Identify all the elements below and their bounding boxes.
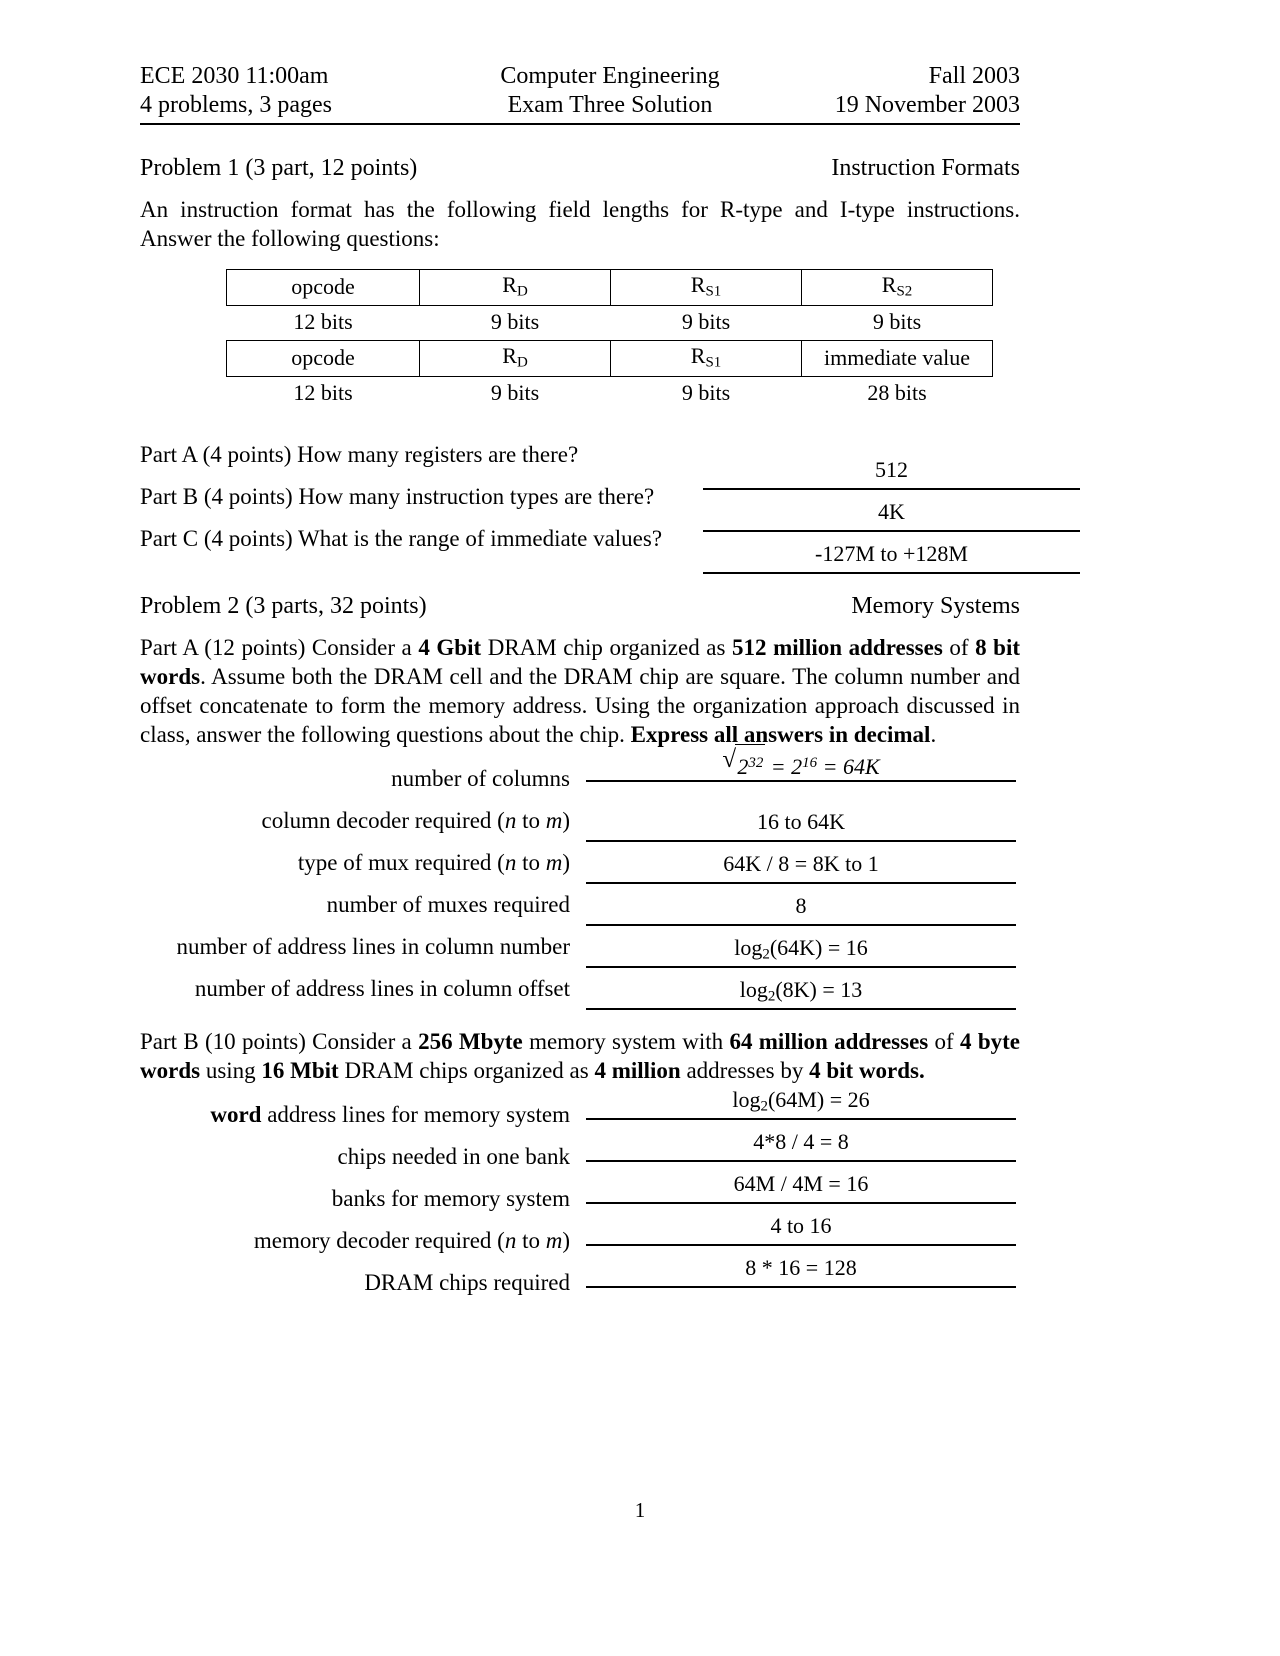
problem1-part-a [140,437,1020,482]
part-c-answer: -127M to +128M [703,539,1080,574]
parta-label-colnumlines: number of address lines in column number [176,933,570,959]
header-term: Fall 2003 [928,63,1020,89]
itype-bits-rs1: 9 bits [681,379,731,405]
part-a-question: Part A (4 points) How many registers are there? [140,441,579,467]
problem2-parta-intro: Part A (12 points) Consider a 4 Gbit DRAM chip organized as 512 million addresses of 8 bit words. Assume both the DRAM cell and the DRAM chip are square. The column number and offset concatenate to form the memory address. Using the organization approach discussed in class, answer the following questions about the chip. Express all answers in decimal. [140,634,1021,747]
rtype-bits-rs1: 9 bits [681,309,731,335]
partb-label-dramchips: DRAM chips required [364,1269,570,1295]
problem2-parta-rows [140,753,1020,1014]
parta-value-coloffsetlines: $\log_2(8K) = 13$ [586,972,1016,1010]
rtype-bits-rd: 9 bits [490,309,540,335]
itype-bits-row [227,376,993,411]
problem1-part-b [140,479,1020,524]
itype-field-rd: $R_D$ [420,341,611,377]
rtype-field-opcode: opcode [227,270,420,306]
parta-row-colnumlines [140,930,1020,972]
page-number: 1 [634,1498,646,1522]
itype-bits-rd: 9 bits [490,379,540,405]
itype-field-immediate: immediate value [802,341,993,377]
problem1-title: Problem 1 (3 part, 12 points) [140,154,418,181]
problem2-partb-intro: Part B (10 points) Consider a 256 Mbyte memory system with 64 million addresses of 4 byte words using 16 Mbit DRAM chips organized as 4 million addresses by 4 bit words. [140,1028,1021,1083]
problem1-topic: Instruction Formats [831,154,1020,181]
problem2-title: Problem 2 (3 parts, 32 points) [140,592,427,619]
parta-row-muxtype [140,846,1020,888]
part-a-answer: 512 [703,455,1080,490]
parta-label-muxtype: type of mux required (n to m) [297,849,570,875]
itype-bits-immediate: 28 bits [867,379,927,405]
parta-row-columns [140,753,1020,804]
parta-value-muxcount: 8 [586,888,1016,926]
parta-value-decoder: 16 to 64K [586,804,1016,842]
parta-label-columns: number of columns [391,765,570,791]
part-c-question: Part C (4 points) What is the range of immediate values? [140,525,663,551]
parta-row-decoder [140,804,1020,846]
problem1-intro: An instruction format has the following field lengths for R-type and I-type instructions. Answer the following questions: [140,196,1020,251]
rtype-field-row [227,270,993,306]
partb-label-memdecoder: memory decoder required (n to m) [253,1227,570,1253]
rtype-bits-opcode: 12 bits [293,309,353,335]
part-b-question: Part B (4 points) How many instruction types are there? [140,483,655,509]
itype-field-opcode: opcode [227,341,420,377]
instruction-format-table-wrap [226,269,988,410]
header-course: ECE 2030 11:00am [140,63,329,89]
problem1-part-c [140,521,1020,566]
header-exam-title: Exam Three Solution [507,92,713,119]
header-divider [140,123,1020,125]
parta-label-muxcount: number of muxes required [326,891,570,917]
header-date: 19 November 2003 [834,92,1020,119]
instruction-format-table [226,269,993,410]
part-b-answer: 4K [703,497,1080,532]
parta-value-muxtype: 64K / 8 = 8K to 1 [586,846,1016,884]
rtype-field-rd: $R_D$ [420,270,611,306]
itype-field-rs1: $R_{S1}$ [611,341,802,377]
parta-row-coloffsetlines [140,972,1020,1014]
part-c-answer-wrap [703,539,1080,574]
exam-header [140,62,1020,125]
header-row-2 [140,91,1020,120]
problem2-topic: Memory Systems [851,592,1020,619]
itype-field-row [227,341,993,377]
header-subject: Computer Engineering [500,63,720,89]
rtype-bits-row [227,306,993,341]
problem1-parts [140,437,1020,566]
rtype-field-rs1: $R_{S1}$ [611,270,802,306]
partb-row-dramchips [140,1254,1020,1308]
partb-value-chipsbank: 4*8 / 4 = 8 [586,1124,1016,1162]
rtype-field-rs2: $R_{S2}$ [802,270,993,306]
partb-value-memdecoder: 4 to 16 [586,1208,1016,1246]
itype-bits-opcode: 12 bits [293,379,353,405]
parta-value-colnumlines: $\log_2(64K) = 16$ [586,930,1016,968]
problem2-partb-rows [140,1086,1020,1308]
header-problems: 4 problems, 3 pages [140,92,332,119]
page-content [140,62,1020,1308]
parta-row-muxcount [140,888,1020,930]
problem1-title-row [140,155,1020,182]
partb-label-chipsbank: chips needed in one bank [337,1143,570,1169]
partb-label-wordlines: word address lines for memory system [210,1101,570,1127]
partb-value-banks: 64M / 4M = 16 [586,1166,1016,1204]
parta-label-coloffsetlines: number of address lines in column offset [194,975,570,1001]
parta-value-columns: √ $2^{32} = 2^{16} = 64K$ [586,744,1016,782]
partb-value-wordlines: $\log_2(64M) = 26$ [586,1082,1016,1120]
header-row-1 [140,62,1020,91]
problem2-title-row [140,593,1020,620]
partb-label-banks: banks for memory system [331,1185,570,1211]
partb-value-dramchips: 8 * 16 = 128 [586,1250,1016,1288]
rtype-bits-rs2: 9 bits [872,309,922,335]
parta-label-decoder: column decoder required (n to m) [261,807,570,833]
